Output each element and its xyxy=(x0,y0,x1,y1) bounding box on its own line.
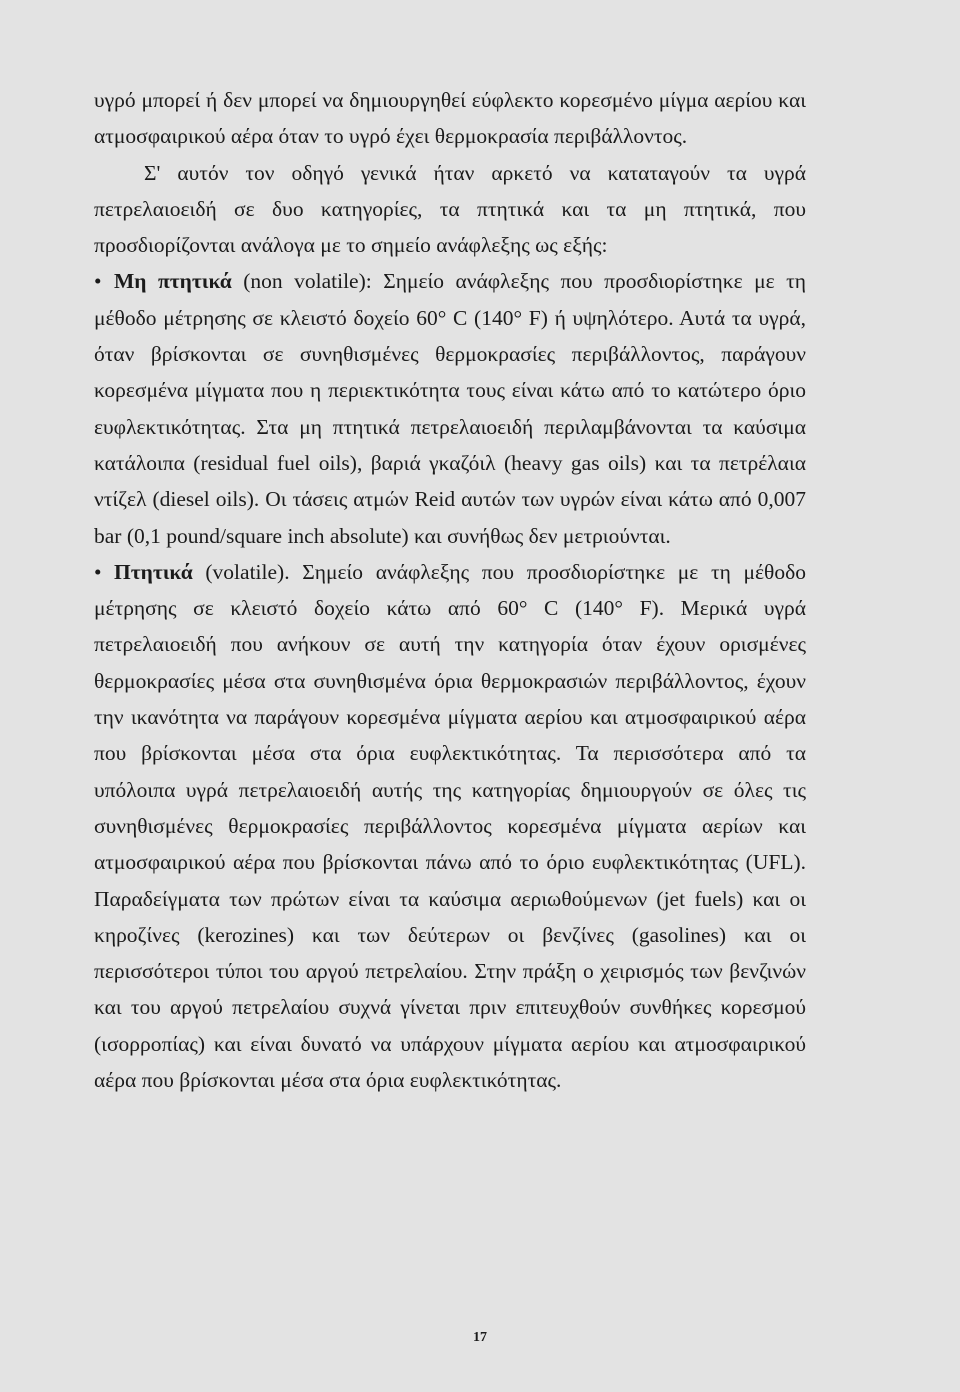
page-number: 17 xyxy=(473,1330,487,1345)
bullet-volatile xyxy=(94,554,806,1098)
paragraph-continuation: υγρό μπορεί ή δεν μπορεί να δημιουργηθεί εύφλεκτο κορεσμένο μίγμα αερίου και ατμοσφαιρικού αέρα όταν το υγρό έχει θερμοκρασία περιβάλλοντος. xyxy=(94,88,806,149)
bullet-text-non-volatile: (non volatile): Σημείο ανάφλεξης που προσδιορίστηκε με τη μέθοδο μέτρησης σε κλειστό δοχείο 60° C (140° F) ή υψηλότερο. Αυτά τα υγρά, όταν βρίσκονται σε συνηθισμένες θερμοκρασίες περιβάλλοντος, παράγουν κορεσμένα μίγματα που η περιεκτικότητα τους είναι κάτω από το κατώτερο όριο ευφλεκτικότητας. Στα μη πτητικά πετρελαιοειδή περιλαμβάνονται τα καύσιμα κατάλοιπα (residual fuel oils), βαριά γκαζόιλ (heavy gas oils) και τα πετρέλαια ντίζελ (diesel oils). Οι τάσεις ατμών Reid αυτών των υγρών είναι κάτω από 0,007 bar (0,1 pound/square inch absolute) και συνήθως δεν μετριούνται. xyxy=(94,269,806,548)
bullet-marker: • xyxy=(94,269,102,294)
paragraph-intro: Σ' αυτόν τον οδηγό γενικά ήταν αρκετό να καταταγούν τα υγρά πετρελαιοειδή σε δυο κατηγορίες, τα πτητικά και τα μη πτητικά, που προσδιορίζονται ανάλογα με το σημείο ανάφλεξης ως εξής: xyxy=(94,160,806,258)
bullet-term-volatile: Πτητικά xyxy=(114,559,193,584)
bullet-marker: • xyxy=(94,559,102,584)
bullet-text-volatile: (volatile). Σημείο ανάφλεξης που προσδιορίστηκε με τη μέθοδο μέτρησης σε κλειστό δοχείο κάτω από 60° C (140° F). Μερικά υγρά πετρελαιοειδή που ανήκουν σε αυτή την κατηγορία όταν έχουν ορισμένες θερμοκρασίες μέσα στα συνηθισμένα όρια θερμοκρασιών περιβάλλοντος, έχουν την ικανότητα να παράγουν κορεσμένα μίγματα αερίου και ατμοσφαιρικού αέρα που βρίσκονται μέσα στα όρια ευφλεκτικότητας. Τα περισσότερα από τα υπόλοιπα υγρά πετρελαιοειδή αυτής της κατηγορίας δημιουργούν σε όλες τις συνηθισμένες θερμοκρασίες περιβάλλοντος κορεσμένα μίγματα αερίων και ατμοσφαιρικού αέρα που βρίσκονται πάνω από το όριο ευφλεκτικότητας (UFL). Παραδείγματα των πρώτων είναι τα καύσιμα αεριωθούμενων (jet fuels) και οι κηροζίνες (kerozines) και των δεύτερων οι βενζίνες (gasolines) και οι περισσότεροι τύποι του αργού πετρελαίου. Στην πράξη ο χειρισμός των βενζινών και του αργού πετρελαίου συχνά γίνεται πριν επιτευχθούν συνθήκες κορεσμού (ισορροπίας) και είναι δυνατό να υπάρχουν μίγματα αερίου και ατμοσφαιρικού αέρα που βρίσκονται μέσα στα όρια ευφλεκτικότητας. xyxy=(94,559,806,1093)
bullet-term-non-volatile: Μη πτητικά xyxy=(114,269,232,294)
bullet-non-volatile xyxy=(94,263,806,553)
body-text xyxy=(94,82,806,1098)
